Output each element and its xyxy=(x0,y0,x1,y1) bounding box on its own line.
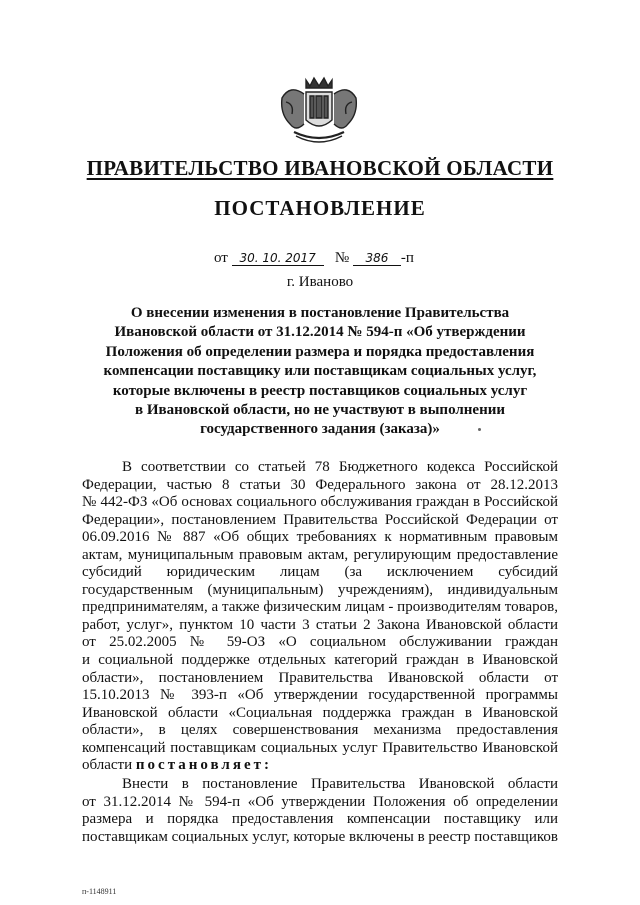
body-line: Федерации, частью 8 статьи 30 Федерального закона от 28.12.2013 xyxy=(82,476,558,493)
body-line: Ивановской области «Социальная поддержка граждан в Ивановской xyxy=(82,704,558,721)
document-title xyxy=(90,304,550,440)
body-line: размера и порядка предоставления компенсации поставщику или xyxy=(82,811,558,828)
date-number-line xyxy=(214,250,414,267)
body-line: от 25.02.2005 № 59-ОЗ «О социальном обслуживании граждан xyxy=(82,634,558,651)
body-line: № 442-ФЗ «Об основах социального обслуживания граждан в Российской xyxy=(82,494,558,511)
body-line: поставщикам социальных услуг, которые включены в реестр поставщиков xyxy=(82,828,558,845)
title-line: О внесении изменения в постановление Правительства xyxy=(130,305,510,321)
government-name-text: ПРАВИТЕЛЬСТВО ИВАНОВСКОЙ ОБЛАСТИ xyxy=(86,156,554,180)
body-line: 15.10.2013 № 393-п «Об утверждении государственной программы xyxy=(82,687,558,704)
footer-code: п-1148911 xyxy=(82,887,117,896)
decree-word: постановляет: xyxy=(135,757,272,774)
body-line-decree xyxy=(82,757,558,775)
title-line: государственного задания (заказа)» xyxy=(200,421,440,438)
body-line: В соответствии со статьей 78 Бюджетного кодекса Российской xyxy=(122,459,558,475)
title-line: Ивановской области от 31.12.2014 № 594-п «Об утверждении xyxy=(114,324,526,341)
operative-paragraph xyxy=(82,776,558,846)
title-line: которые включены в реестр поставщиков социальных услуг xyxy=(112,382,528,399)
body-line: государственным (муниципальным) учреждениям), индивидуальным xyxy=(82,581,558,598)
body-line: субсидий юридическим лицам (за исключением субсидий xyxy=(82,564,558,581)
government-name xyxy=(0,156,640,181)
preamble-paragraph xyxy=(82,459,558,775)
title-line: компенсации поставщику или поставщикам социальных услуг, xyxy=(103,363,537,380)
city: г. Иваново xyxy=(286,274,354,290)
number-suffix: -п xyxy=(400,250,414,266)
date-label: от xyxy=(214,250,228,266)
body-line: от 31.12.2014 № 594-п «Об утверждении Положения об определении xyxy=(82,793,558,810)
title-line: в Ивановской области, но не участвуют в выполнении xyxy=(134,402,506,419)
body-line: работ, услуг», пунктом 10 части 3 статьи 2 Закона Ивановской области xyxy=(82,616,558,633)
body-line: 06.09.2016 № 887 «Об общих требованиях к нормативным правовым xyxy=(82,529,558,546)
date-value: 30. 10. 2017 xyxy=(232,251,324,266)
body-line: области», постановлением Правительства Ивановской области от xyxy=(82,669,558,686)
body-line: области», в целях совершенствования механизма предоставления xyxy=(82,722,558,739)
scan-speck xyxy=(478,428,481,431)
body-line: и социальной поддержке отдельных категорий граждан в Ивановской xyxy=(82,652,558,669)
body-line-end: области xyxy=(82,757,133,774)
title-line: Положения об определении размера и порядка предоставления xyxy=(105,343,535,360)
body-line: актам, муниципальным правовым актам, регулирующим предоставление xyxy=(82,546,558,563)
body-line: Федерации», постановлением Правительства Российской Федерации от xyxy=(82,511,558,528)
number-value: 386 xyxy=(353,251,401,266)
number-label: № xyxy=(334,250,350,266)
body-line: предпринимателям, а также физическим лицам - производителям товаров, xyxy=(82,599,558,616)
coat-of-arms-emblem xyxy=(276,74,362,148)
document-type: ПОСТАНОВЛЕНИЕ xyxy=(214,196,426,220)
body-line: Внести в постановление Правительства Ивановской области xyxy=(122,776,558,792)
body-line: компенсаций поставщикам социальных услуг Правительство Ивановской xyxy=(82,739,558,756)
